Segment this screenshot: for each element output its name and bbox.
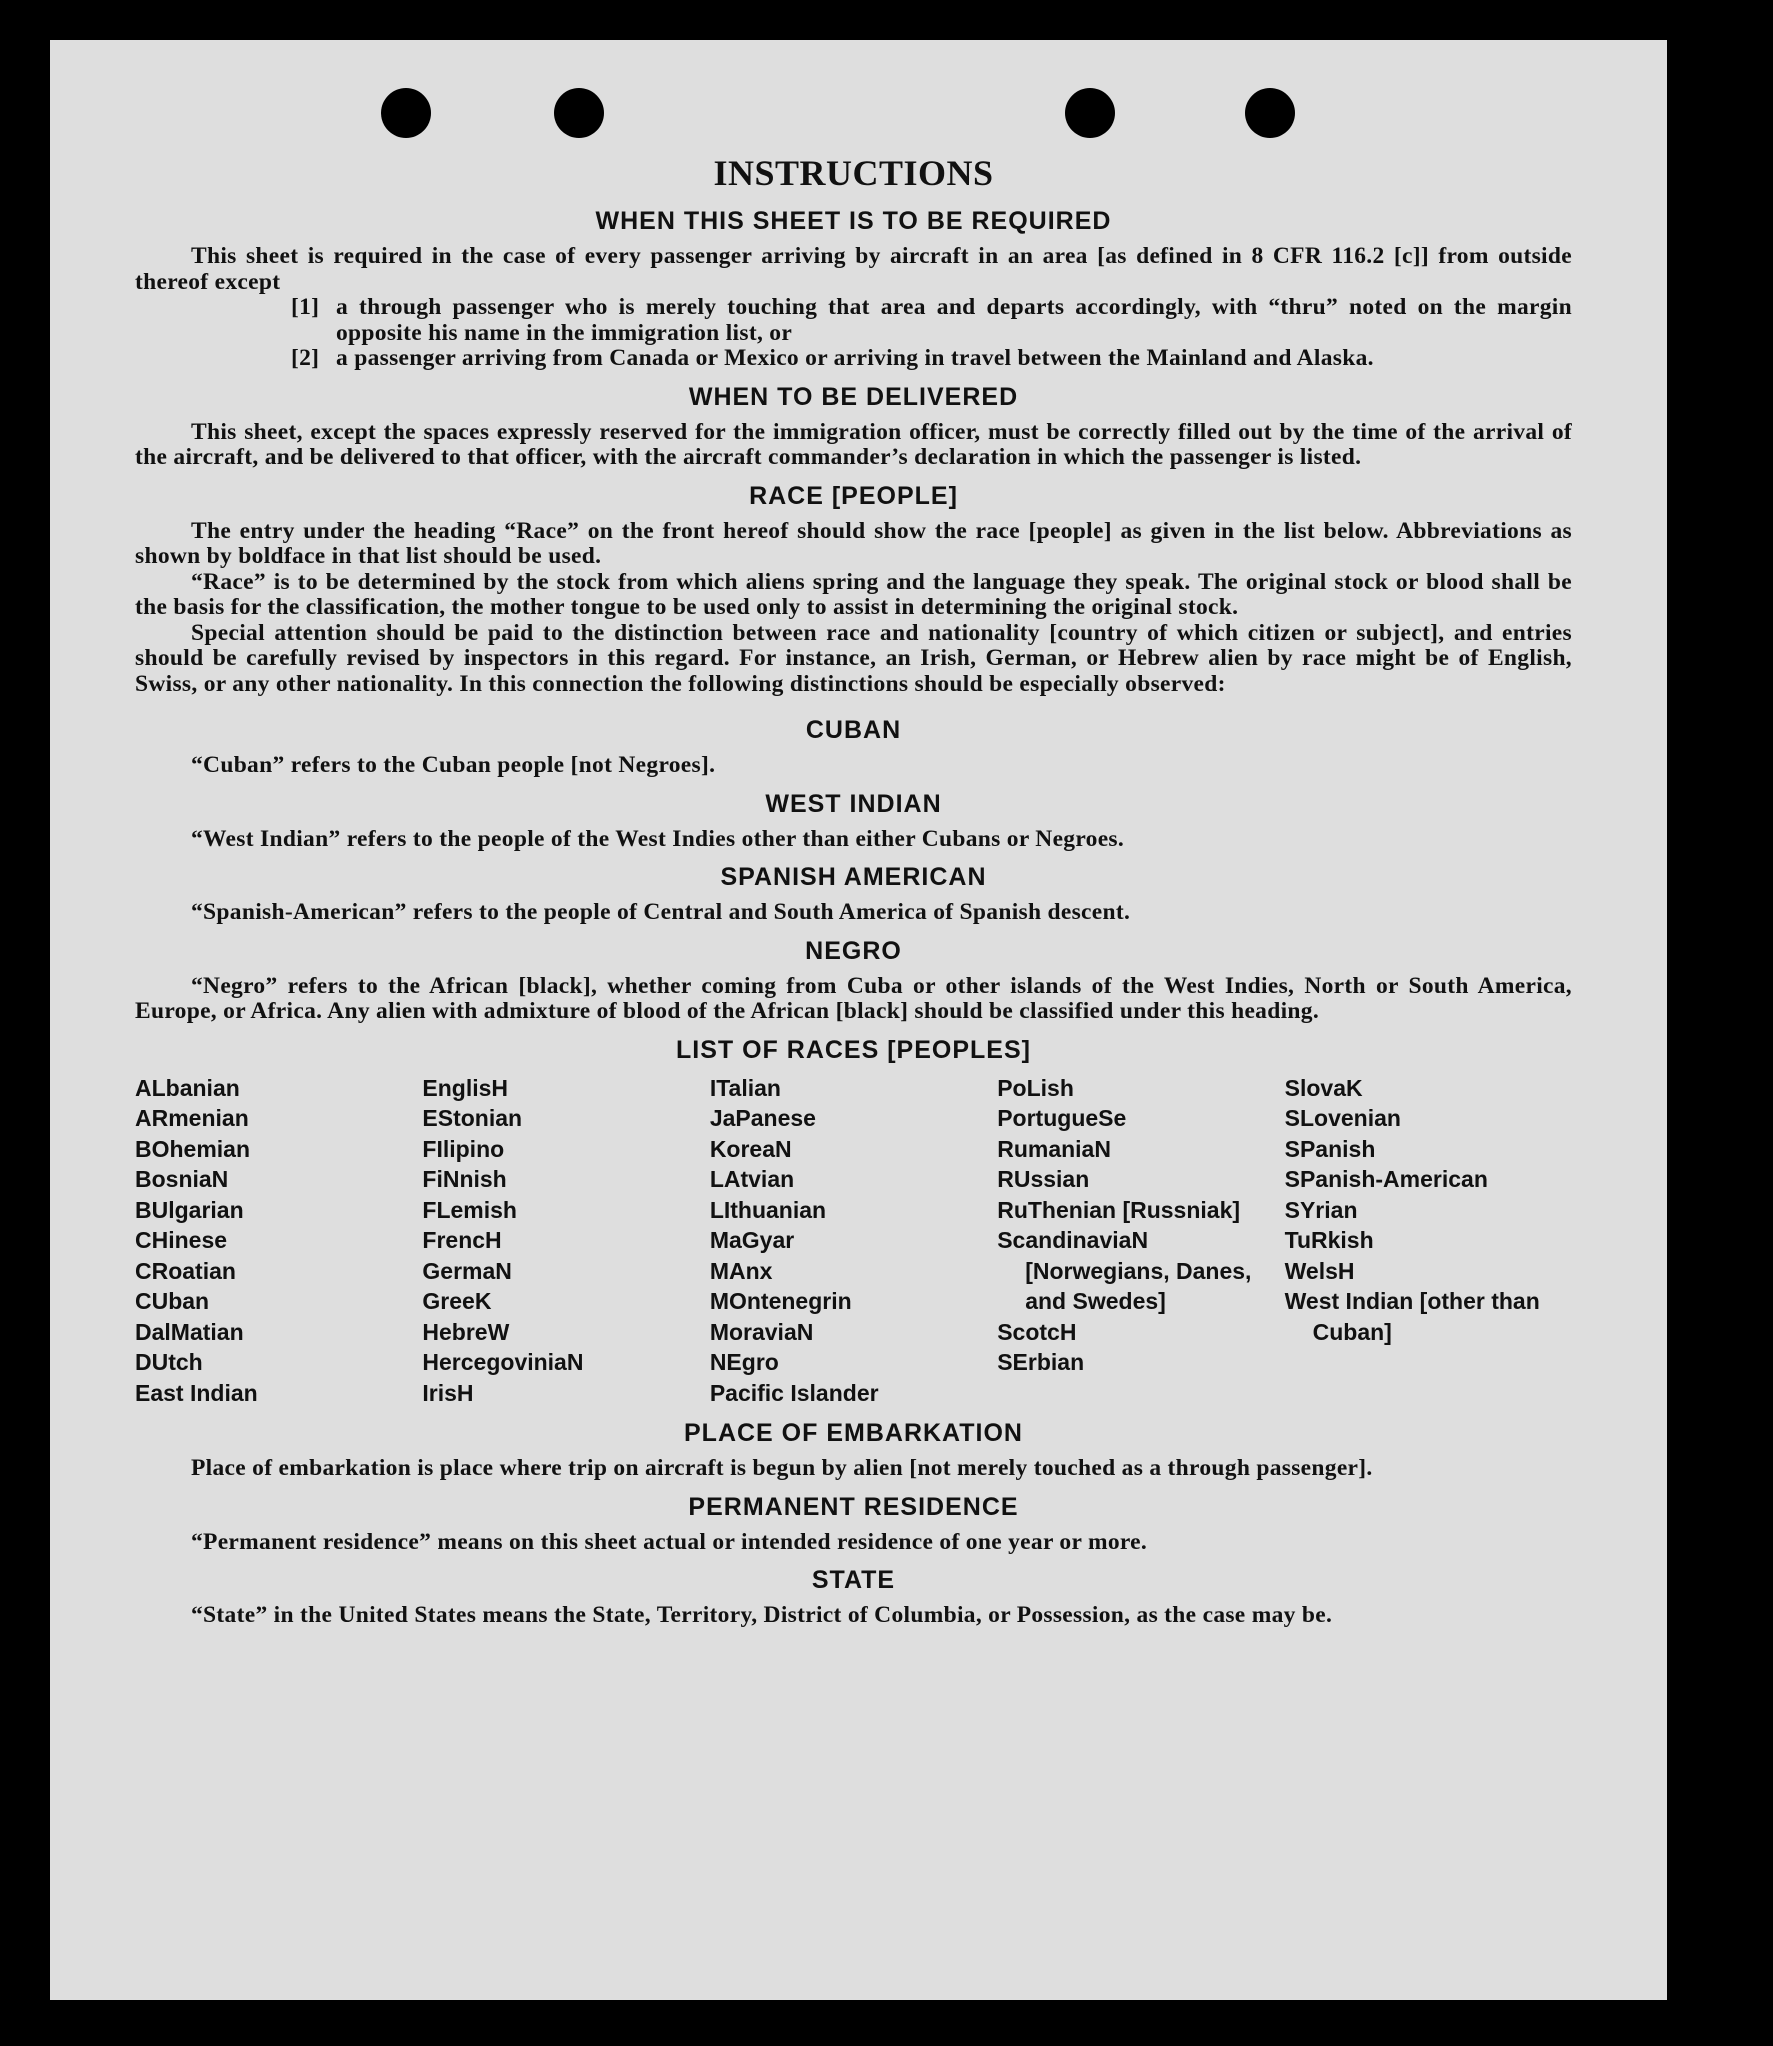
race-item: ScandinaviaN [Norwegians, Danes, and Swedes] (997, 1227, 1252, 1314)
negro-text: “Negro” refers to the African [black], whether coming from Cuba or other islands of the West Indies, North or South America, Europe, or Africa. Any alien with admixture of blood of the African [black] should be classified under this heading. (135, 972, 1572, 1024)
race-item: ScotcH (997, 1318, 1077, 1345)
punch-hole (381, 88, 431, 138)
document-page (50, 40, 1667, 2000)
race-item: IrisH (422, 1379, 474, 1406)
race-item: RumaniaN (997, 1135, 1111, 1162)
cuban-text: “Cuban” refers to the Cuban people [not Negroes]. (191, 752, 716, 778)
race-list (135, 1073, 1572, 1409)
race-paragraph: “Race” is to be determined by the stock from which aliens spring and the language they speak. The original stock or blood shall be the basis for the classification, the mother tongue to be used only to assist in determining the original stock. (135, 568, 1572, 620)
race-item: RUssian (997, 1166, 1090, 1192)
embarkation-text: Place of embarkation is place where trip on aircraft is begun by alien [not merely touched as a through passenger]. (191, 1455, 1373, 1481)
permanent-residence-text: “Permanent residence” means on this sheet actual or intended residence of one year or more. (191, 1528, 1148, 1555)
race-item: HebreW (422, 1318, 510, 1345)
race-column (422, 1073, 709, 1409)
race-item: SYrian (1284, 1196, 1358, 1223)
race-item: CHinese (135, 1227, 228, 1253)
race-paragraph: Special attention should be paid to the distinction between race and nationality [country of which citizen or subject], and entries should be carefully revised by inspectors in this regard. For instance, an Irish, German, or Hebrew alien by race might be of English, Swiss, or any other nationality. In this connection the following distinctions should be especially observed: (135, 619, 1572, 697)
race-item: East Indian (135, 1379, 258, 1406)
race-item: NEgro (709, 1349, 779, 1375)
exception-list (135, 295, 1572, 372)
race-item: ITalian (709, 1074, 781, 1101)
race-item: DalMatian (135, 1318, 244, 1345)
race-item: CRoatian (135, 1257, 236, 1284)
race-item: SlovaK (1284, 1074, 1363, 1101)
heading-negro: NEGRO (805, 936, 902, 965)
race-item: SLovenian (1284, 1105, 1401, 1131)
instructions-content (135, 150, 1572, 1629)
punch-hole (554, 88, 604, 138)
race-item: SErbian (997, 1349, 1085, 1375)
race-column (997, 1073, 1284, 1409)
race-item: PoLish (997, 1074, 1074, 1101)
race-item: FiNnish (422, 1166, 507, 1192)
heading-race: RACE [PEOPLE] (749, 481, 958, 510)
heading-when-required: WHEN THIS SHEET IS TO BE REQUIRED (595, 207, 1112, 235)
race-item: JaPanese (709, 1105, 816, 1131)
race-column (710, 1073, 997, 1409)
race-item: SPanish (1284, 1135, 1376, 1162)
race-item: DUtch (135, 1349, 203, 1375)
race-item: BUlgarian (135, 1196, 244, 1223)
race-item: BosniaN (135, 1166, 229, 1192)
heading-cuban: CUBAN (805, 716, 902, 744)
race-item: KoreaN (709, 1135, 792, 1162)
west-indian-text: “West Indian” refers to the people of the West Indies other than either Cubans or Negroes. (191, 825, 1125, 852)
race-item: RuThenian [Russniak] (997, 1196, 1241, 1223)
heading-embarkation: PLACE OF EMBARKATION (684, 1419, 1023, 1447)
race-item: CUban (135, 1288, 210, 1314)
when-required-intro: This sheet is required in the case of every passenger arriving by aircraft in an area [as defined in 8 CFR 116.2 [c]] from outside thereof except (135, 243, 1572, 295)
race-item: MoraviaN (709, 1318, 814, 1345)
heading-west-indian: WEST INDIAN (765, 789, 942, 818)
race-item: EStonian (422, 1105, 523, 1131)
race-item: MOntenegrin (709, 1288, 852, 1314)
race-column (1285, 1073, 1572, 1409)
race-item: FIlipino (422, 1135, 505, 1162)
race-item: PortugueSe (997, 1105, 1127, 1131)
race-item: ARmenian (135, 1105, 249, 1131)
race-item: ALbanian (135, 1074, 240, 1101)
spanish-american-text: “Spanish-American” refers to the people of Central and South America of Spanish descent. (191, 899, 1131, 925)
race-column (135, 1073, 422, 1409)
race-item: LIthuanian (709, 1196, 827, 1223)
race-item: GreeK (422, 1288, 492, 1314)
heading-state: STATE (811, 1566, 896, 1594)
race-item: West Indian [other than Cuban] (1284, 1288, 1540, 1345)
race-item: WelsH (1284, 1257, 1355, 1284)
exception-item: [2] a passenger arriving from Canada or Mexico or arriving in travel between the Mainland and Alaska. (291, 345, 1374, 371)
punch-hole (1065, 88, 1115, 138)
heading-list-of-races: LIST OF RACES [PEOPLES] (676, 1035, 1031, 1064)
heading-permanent-residence: PERMANENT RESIDENCE (688, 1492, 1019, 1521)
heading-spanish-american: SPANISH AMERICAN (720, 863, 987, 891)
when-delivered-text: This sheet, except the spaces expressly reserved for the immigration officer, must be correctly filled out by the time of the arrival of the aircraft, and be delivered to that officer, with the aircraft commander’s declaration in which the passenger is listed. (135, 418, 1572, 470)
race-item: MaGyar (709, 1227, 795, 1253)
race-item: EnglisH (422, 1074, 509, 1101)
race-item: LAtvian (709, 1166, 795, 1192)
punch-hole (1245, 88, 1295, 138)
race-item: FrencH (422, 1227, 502, 1253)
punch-holes (50, 88, 1667, 148)
race-item: FLemish (422, 1196, 517, 1223)
heading-when-delivered: WHEN TO BE DELIVERED (688, 382, 1019, 411)
page-title: INSTRUCTIONS (713, 153, 994, 193)
race-item: TuRkish (1284, 1227, 1374, 1253)
race-item: SPanish-American (1284, 1166, 1488, 1192)
race-item: HercegoviniaN (422, 1349, 584, 1375)
race-item: Pacific Islander (709, 1379, 879, 1406)
race-paragraph: The entry under the heading “Race” on the front hereof should show the race [people] as given in the list below. Abbreviations as shown by boldface in that list should be used. (135, 517, 1572, 569)
race-item: BOhemian (135, 1135, 251, 1162)
state-text: “State” in the United States means the State, Territory, District of Columbia, or Possession, as the case may be. (191, 1602, 1333, 1628)
exception-item: [1] a through passenger who is merely touching that area and departs accordingly, with “thru” noted on the margin opposite his name in the immigration list, or (291, 294, 1572, 346)
race-item: MAnx (709, 1257, 773, 1284)
race-item: GermaN (422, 1257, 512, 1284)
